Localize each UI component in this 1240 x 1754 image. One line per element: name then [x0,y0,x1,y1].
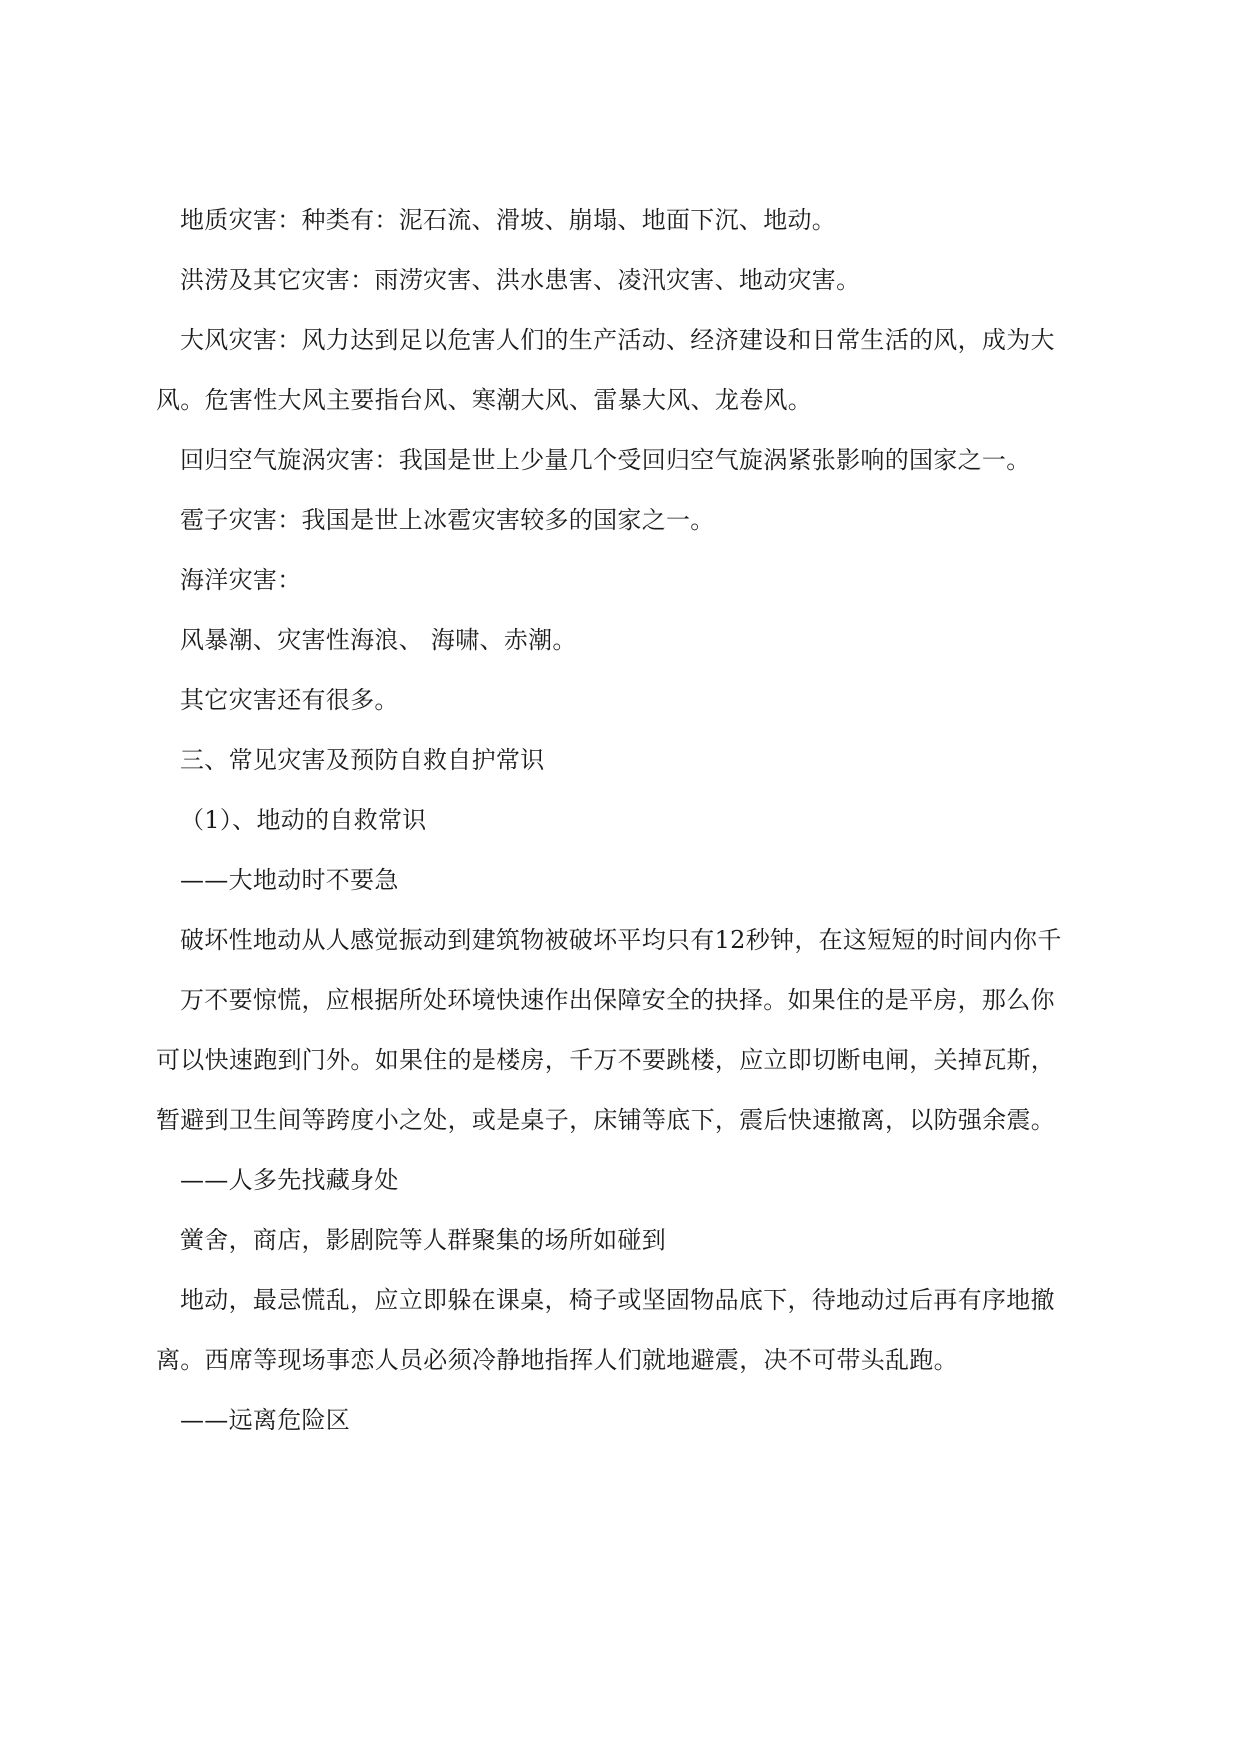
paragraph-earthquake-12-seconds: 破坏性地动从人感觉振动到建筑物被破坏平均只有12秒钟，在这短短的时间内你千 [180,926,1062,954]
paragraph-earthquake-actions: 万不要惊慌，应根据所处环境快速作出保障安全的抉择。如果住的是平房，那么你可以快速跑到门外。如果住的是楼房，千万不要跳楼，应立即切断电闸，关掉瓦斯，暂避到卫生间等跨度小之处，或是桌子，床铺等底下，震后快速撤离，以防强余震。 [156,986,1056,1134]
paragraph-flood-disasters: 洪涝及其它灾害：雨涝灾害、洪水患害、凌汛灾害、地动灾害。 [180,266,861,294]
paragraph-hail-disasters: 雹子灾害：我国是世上冰雹灾害较多的国家之一。 [180,506,715,534]
tip-heading-dont-panic: ——大地动时不要急 [180,866,399,894]
paragraph-crowded-places-actions: 地动，最忌慌乱，应立即躲在课桌，椅子或坚固物品底下，待地动过后再有序地撤离。西席等现场事恋人员必须冷静地指挥人们就地避震，决不可带头乱跑。 [156,1286,1055,1374]
tip-heading-stay-away-danger: ——远离危险区 [180,1406,351,1434]
paragraph-geological-disasters: 地质灾害：种类有：泥石流、滑坡、崩塌、地面下沉、地动。 [180,206,837,234]
subsection-heading-earthquake: （1）、地动的自救常识 [180,806,427,834]
paragraph-crowded-places: 黉舍，商店，影剧院等人群聚集的场所如碰到 [180,1226,666,1254]
section-heading-common-disasters: 三、常见灾害及预防自救自护常识 [180,746,545,774]
paragraph-wind-disasters: 大风灾害：风力达到足以危害人们的生产活动、经济建设和日常生活的风，成为大风。危害性大风主要指台风、寒潮大风、雷暴大风、龙卷风。 [156,326,1055,414]
paragraph-other-disasters: 其它灾害还有很多。 [180,686,399,714]
paragraph-cyclone-disasters: 回归空气旋涡灾害：我国是世上少量几个受回归空气旋涡紧张影响的国家之一。 [180,446,1031,474]
document-body [156,190,1066,1450]
tip-heading-find-shelter: ——人多先找藏身处 [180,1166,399,1194]
paragraph-ocean-disasters-list: 风暴潮、灾害性海浪、 海啸、赤潮。 [180,626,577,654]
paragraph-ocean-disasters-heading: 海洋灾害： [180,566,302,594]
